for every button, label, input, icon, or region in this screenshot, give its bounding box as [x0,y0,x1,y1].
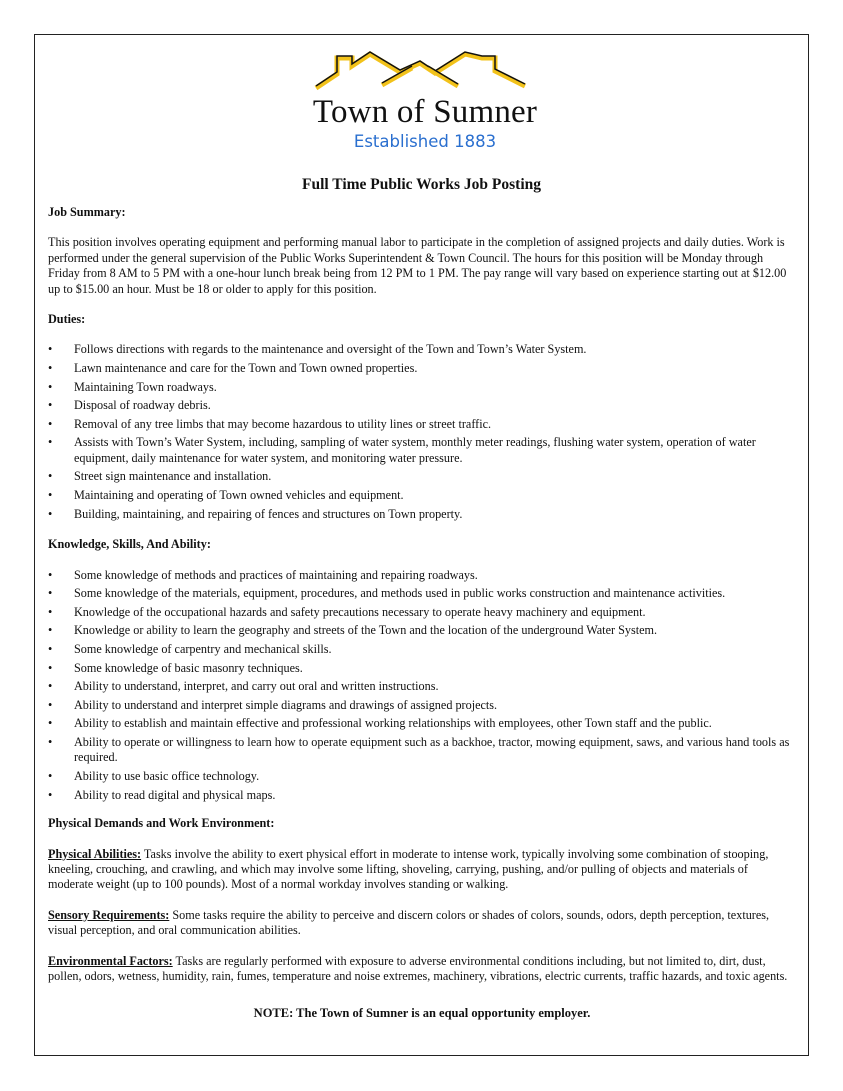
bullet-icon: • [48,586,53,601]
bullet-icon: • [48,716,53,731]
bullet-icon: • [48,697,53,712]
ksa-list [48,568,796,803]
bullet-icon: • [48,734,53,749]
list-item-text: Some knowledge of the materials, equipment, procedures, and methods used in public works construction and maintenance activities. [74,586,726,601]
list-item-text: Street sign maintenance and installation. [74,469,272,484]
ksa-heading: Knowledge, Skills, And Ability: [48,537,211,552]
bullet-icon: • [48,506,53,521]
physical-abilities-label: Physical Abilities: [48,846,142,861]
list-item-text: Some knowledge of basic masonry techniques. [74,660,303,675]
bullet-icon: • [48,435,53,450]
town-logo [300,42,550,162]
bullet-icon: • [48,361,53,376]
logo-subtitle: Established 1883 [353,132,497,151]
sensory-requirements-text: Some tasks require the ability to perceive and discern colors or shades of colors, sounds, odors, depth perception, textures, visual perception, and oral communication abilities. [48,907,770,938]
bullet-icon: • [48,787,53,802]
list-item [48,488,796,503]
list-item-text: Some knowledge of carpentry and mechanical skills. [74,641,332,656]
list-item-text: Ability to establish and maintain effective and professional working relationships with employees, other Town staff and the public. [74,716,712,731]
list-item [48,623,796,638]
bullet-icon: • [48,416,53,431]
list-item-text: Follows directions with regards to the maintenance and oversight of the Town and Town’s Water System. [74,342,587,357]
list-item [48,605,796,620]
list-item-text: Knowledge or ability to learn the geography and streets of the Town and the location of the underground Water System. [74,623,658,638]
list-item-text: Building, maintaining, and repairing of fences and structures on Town property. [74,506,463,521]
list-item [48,342,796,357]
list-item [48,435,796,466]
bullet-icon: • [48,604,53,619]
bullet-icon: • [48,379,53,394]
list-item-text: Ability to understand, interpret, and carry out oral and written instructions. [74,679,439,694]
list-item-text: Ability to read digital and physical maps. [74,787,276,802]
bullet-icon: • [48,488,53,502]
physical-demands-heading: Physical Demands and Work Environment: [48,816,275,831]
list-item [48,698,796,713]
list-item-text: Lawn maintenance and care for the Town and Town owned properties. [74,361,418,376]
list-item-text: Maintaining and operating of Town owned vehicles and equipment. [74,488,404,502]
bullet-icon: • [48,342,53,357]
eeo-note: NOTE: The Town of Sumner is an equal opportunity employer. [253,1006,591,1021]
sensory-requirements-label: Sensory Requirements: [48,907,170,922]
list-item-text: Ability to use basic office technology. [74,768,260,783]
list-item-text: Knowledge of the occupational hazards and safety precautions necessary to operate heavy machinery and equipment. [74,604,646,619]
bullet-icon: • [48,567,53,582]
list-item [48,769,796,784]
bullet-icon: • [48,641,53,656]
list-item [48,661,796,676]
job-summary-heading: Job Summary: [48,205,126,219]
document-title: Full Time Public Works Job Posting [301,176,541,193]
environmental-factors-label: Environmental Factors: [48,953,173,968]
list-item-text: Removal of any tree limbs that may become hazardous to utility lines or street traffic. [74,416,492,431]
list-item [48,507,796,522]
list-item-text: Ability to operate or willingness to learn how to operate equipment such as a backhoe, tractor, mowing equipment, saws, and various hand tools as required. [74,734,790,765]
logo-title: Town of Sumner [312,94,538,130]
duties-list [48,342,796,522]
physical-abilities-paragraph [48,847,796,893]
list-item [48,716,796,731]
list-item-text: Assists with Town’s Water System, including, sampling of water system, monthly meter readings, flushing water system, operation of water equipment, daily maintenance for water system, and monitoring water pressure. [74,435,756,465]
bullet-icon: • [48,623,53,638]
list-item [48,417,796,432]
list-item [48,586,796,601]
bullet-icon: • [48,679,53,694]
bullet-icon: • [48,398,53,413]
list-item-text: Some knowledge of methods and practices of maintaining and repairing roadways. [74,567,478,582]
list-item [48,380,796,395]
list-item-text: Ability to understand and interpret simple diagrams and drawings of assigned projects. [74,697,498,712]
list-item [48,398,796,413]
document-body [48,205,796,1022]
list-item [48,735,796,766]
list-item [48,788,796,803]
list-item-text: Disposal of roadway debris. [74,398,211,413]
list-item [48,642,796,657]
list-item [48,469,796,484]
list-item [48,361,796,376]
list-item-text: Maintaining Town roadways. [74,379,217,394]
duties-heading: Duties: [48,312,86,327]
physical-abilities-text: Tasks involve the ability to exert physical effort in moderate to intense work, typically involving some combination of stooping, kneeling, crouching, and crawling, and which may involve some lifting, shoveling, carrying, pushing, and/or pulling of objects and materials of moderate weight (up to 100 pounds). Most of a normal workday involves standing or walking. [48,846,769,892]
list-item [48,568,796,583]
sensory-requirements-paragraph [48,908,796,939]
environmental-factors-paragraph [48,954,796,985]
bullet-icon: • [48,660,53,675]
environmental-factors-text: Tasks are regularly performed with exposure to adverse environmental conditions including, but not limited to, dirt, dust, pollen, odors, wetness, humidity, rain, fumes, temperature and noise extremes, machinery, vibrations, electric currents, traffic hazards, and toxic agents. [48,953,788,983]
list-item [48,679,796,694]
bullet-icon: • [48,469,53,484]
roofline-icon [300,42,550,92]
bullet-icon: • [48,768,53,783]
job-summary-text: This position involves operating equipment and performing manual labor to participate in the completion of assigned projects and daily duties. Work is performed under the general supervision of the Public Works Superintendent & Town Council. The hours for this position will be Monday through Friday from 8 AM to 5 PM with a one-hour lunch break being from 12 PM to 1 PM. The pay range will vary based on experience starting out at $12.00 up to $15.00 an hour. Must be 18 or older to apply for this position. [48,235,787,296]
